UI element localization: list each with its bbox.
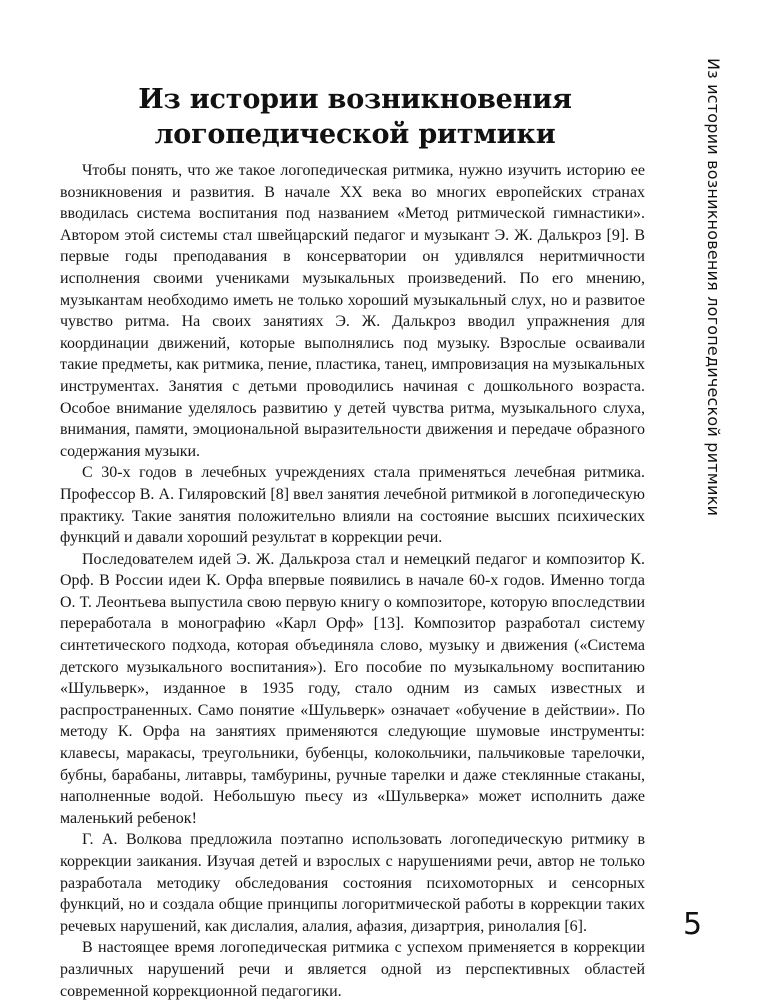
chapter-title	[60, 82, 650, 152]
chapter-title-line-2: логопедической ритмики	[154, 119, 556, 150]
running-head: Из истории возникновения логопедической ритмики	[704, 58, 723, 517]
paragraph-3: Последователем идей Э. Ж. Далькроза стал и немецкий педагог и композитор К. Орф. В России идеи К. Орфа впервые появились в начале 60-х годов. Именно тогда О. Т. Леонтьева выпустила свою первую книгу о композиторе, которую впоследствии переработала в монографию «Карл Орф» [13]. Композитор разработал систему синтетического подхода, которая объединяла слово, музыку и движения («Система детского музыкального воспитания»). Его пособие по музыкальному воспитанию «Шульверк», изданное в 1935 году, стало одним из самых известных и распространенных. Само понятие «Шульверк» означает «обучение в действии». По методу К. Орфа на занятиях применяются следующие шумовые инструменты: клавесы, маракасы, треугольники, бубенцы, колокольчики, пальчиковые тарелочки, бубны, барабаны, литавры, тамбурины, ручные тарелки и даже стеклянные стаканы, наполненные водой. Небольшую пьесу из «Шульверка» может исполнить даже маленький ребенок!	[60, 550, 645, 827]
page-number: 5	[683, 907, 703, 942]
paragraph-1: Чтобы понять, что же такое логопедическая ритмика, нужно изучить историю ее возникновения и развития. В начале XX века во многих европейских странах вводилась система воспитания под названием «Метод ритмической гимнастики». Автором этой системы стал швейцарский педагог и музыкант Э. Ж. Далькроз [9]. В первые годы преподавания в консерватории он удивлялся неритмичности исполнения своими учениками музыкальных произведений. По его мнению, музыкантам необходимо иметь не только хороший музыкальный слух, но и развитое чувство ритма. На своих занятиях Э. Ж. Далькроз вводил упражнения для координации движений, которые выполнялись под музыку. Взрослые осваивали такие предметы, как ритмика, пение, пластика, танец, импровизация на музыкальных инструментах. Занятия с детьми проводились начиная с дошкольного возраста. Особое внимание уделялось развитию у детей чувства ритма, музыкального слуха, внимания, памяти, эмоциональной выразительности движения и передаче образного содержания музыки.	[60, 162, 645, 460]
chapter-body	[60, 160, 645, 1002]
chapter-title-line-1: Из истории возникновения	[138, 84, 572, 115]
paragraph-5: В настоящее время логопедическая ритмика с успехом применяется в коррекции различных нарушений речи и является одной из перспективных областей современной коррекционной педагогики.	[60, 939, 645, 1000]
paragraph-4: Г. А. Волкова предложила поэтапно использовать логопедическую ритмику в коррекции заикания. Изучая детей и взрослых с нарушениями речи, автор не только разработала методику обследования состояния психомоторных и сенсорных функций, но и создала общие принципы логоритмической работы в коррекции таких речевых нарушений, как дислалия, алалия, афазия, дизартрия, ринолалия [6].	[60, 831, 645, 935]
paragraph-2: С 30-х годов в лечебных учреждениях стала применяться лечебная ритмика. Профессор В. А. Гиляровский [8] ввел занятия лечебной ритмикой в логопедическую практику. Такие занятия положительно влияли на состояние высших психических функций и давали хороший результат в коррекции речи.	[60, 464, 645, 547]
